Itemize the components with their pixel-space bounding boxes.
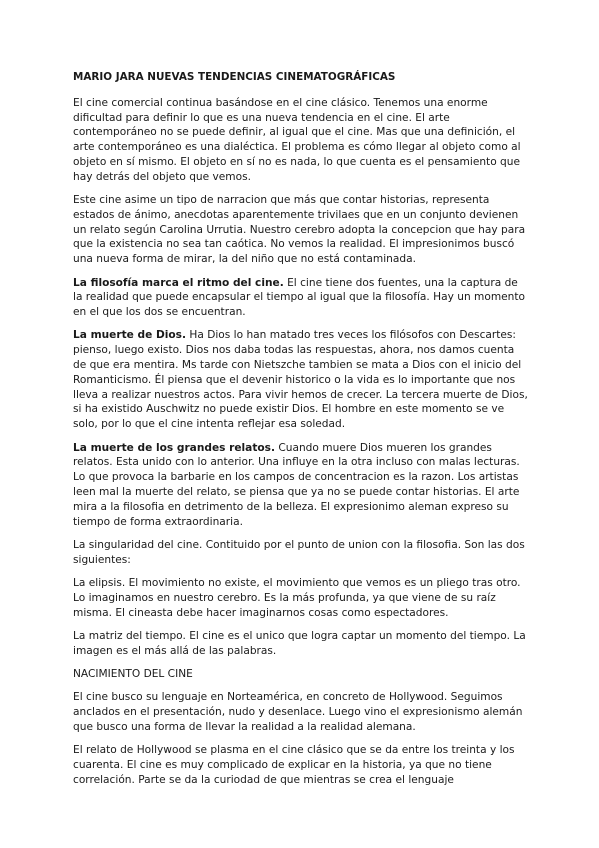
section-heading [73,667,529,682]
paragraph-text: Cuando muere Dios mueren los grandes relatos. Esta unido con lo anterior. Una influye en la otra incluso con malas lecturas. Lo que provoca la barbarie en los campos de concentracion es la razon. Los artistas leen mal la muerte del relato, se piensa que ya no se puede contar historias. El arte mira a la filosofia en detrimento de la belleza. El expresionimo aleman expreso su tiempo de forma extraordinaria. [73,441,520,528]
paragraph-lead: La muerte de los grandes relatos. [73,441,275,454]
paragraph-lead: La filosofía marca el ritmo del cine. [73,276,284,289]
paragraph-text: El cine tiene dos fuentes, una la captura de la realidad que puede encapsular el tiempo al igual que la filosofía. Hay un momento en el que los dos se encuentran. [73,276,526,319]
paragraph-text: Este cine asime un tipo de narracion que más que contar historias, representa estados de ánimo, anecdotas aparentemente trivilaes que en un conjunto devienen un relato según Carolina Urrutia. Nuestro cerebro adopta la concepcion que hay para que la existencia no sea tan caótica. No vemos la realidad. El impresionimos buscó una nueva forma de mirar, la del niño que no está contaminada. [73,194,526,266]
paragraph-lead: La muerte de Dios. [73,329,187,342]
paragraph [73,743,529,787]
paragraph [73,328,529,432]
paragraph [73,576,529,620]
paragraph-text: La singularidad del cine. Contituido por el punto de union con la filosofia. Son las dos siguientes: [73,538,525,566]
section-heading-text: NACIMIENTO DEL CINE [73,667,193,680]
document-body [73,70,529,796]
paragraph-text: La matriz del tiempo. El cine es el unico que logra captar un momento del tiempo. La imagen es el más allá de las palabras. [73,629,526,657]
paragraph [73,96,529,185]
paragraph-text: El cine comercial continua basándose en el cine clásico. Tenemos una enorme dificultad para definir lo que es una nueva tendencia en el cine. El arte contemporáneo no se puede definir, al igual que el cine. Mas que una definición, el arte contemporáneo es una dialéctica. El problema es cómo llegar al objeto como al objeto en sí mismo. El objeto en sí no es nada, lo que cuenta es el pensamiento que hay detrás del objeto que vemos. [73,96,521,183]
paragraph-text: Ha Dios lo han matado tres veces los filósofos con Descartes: pienso, luego existo. Dios nos daba todas las respuestas, ahora, nos damos cuenta de que era mentira. Ms tarde con Nietszche tambien se mata a Dios con el inicio del Romanticismo. Él piensa que el devenir historico o la vida es lo importante que nos lleva a realizar nuestros actos. Para vivir hemos de crecer. La tercera muerte de Dios, si ha existido Auschwitz no puede existir Dios. El hombre en este momento se ve solo, por lo que el cine intenta reflejar esa soledad. [73,329,528,431]
paragraph [73,538,529,568]
paragraph [73,276,529,320]
paragraph-text: El relato de Hollywood se plasma en el cine clásico que se da entre los treinta y los cuarenta. El cine es muy complicado de explicar en la historia, ya que no tiene correlación. Parte se da la curiodad de que mientras se crea el lenguaje [73,744,515,786]
paragraph [73,441,529,530]
paragraph-text: El cine busco su lenguaje en Norteamérica, en concreto de Hollywood. Seguimos anclados en el presentación, nudo y desenlace. Luego vino el expresionismo alemán que busco una forma de llevar la realidad a la realidad alemana. [73,691,523,733]
document-title: MARIO JARA NUEVAS TENDENCIAS CINEMATOGRÁFICAS [73,71,396,83]
paragraph [73,193,529,267]
paragraph [73,629,529,659]
paragraph-text: La elipsis. El movimiento no existe, el movimiento que vemos es un pliego tras otro. Lo imaginamos en nuestro cerebro. Es la más profunda, ya que viene de su raíz misma. El cineasta debe hacer imaginarnos cosas como espectadores. [73,576,521,619]
paragraph [73,690,529,734]
